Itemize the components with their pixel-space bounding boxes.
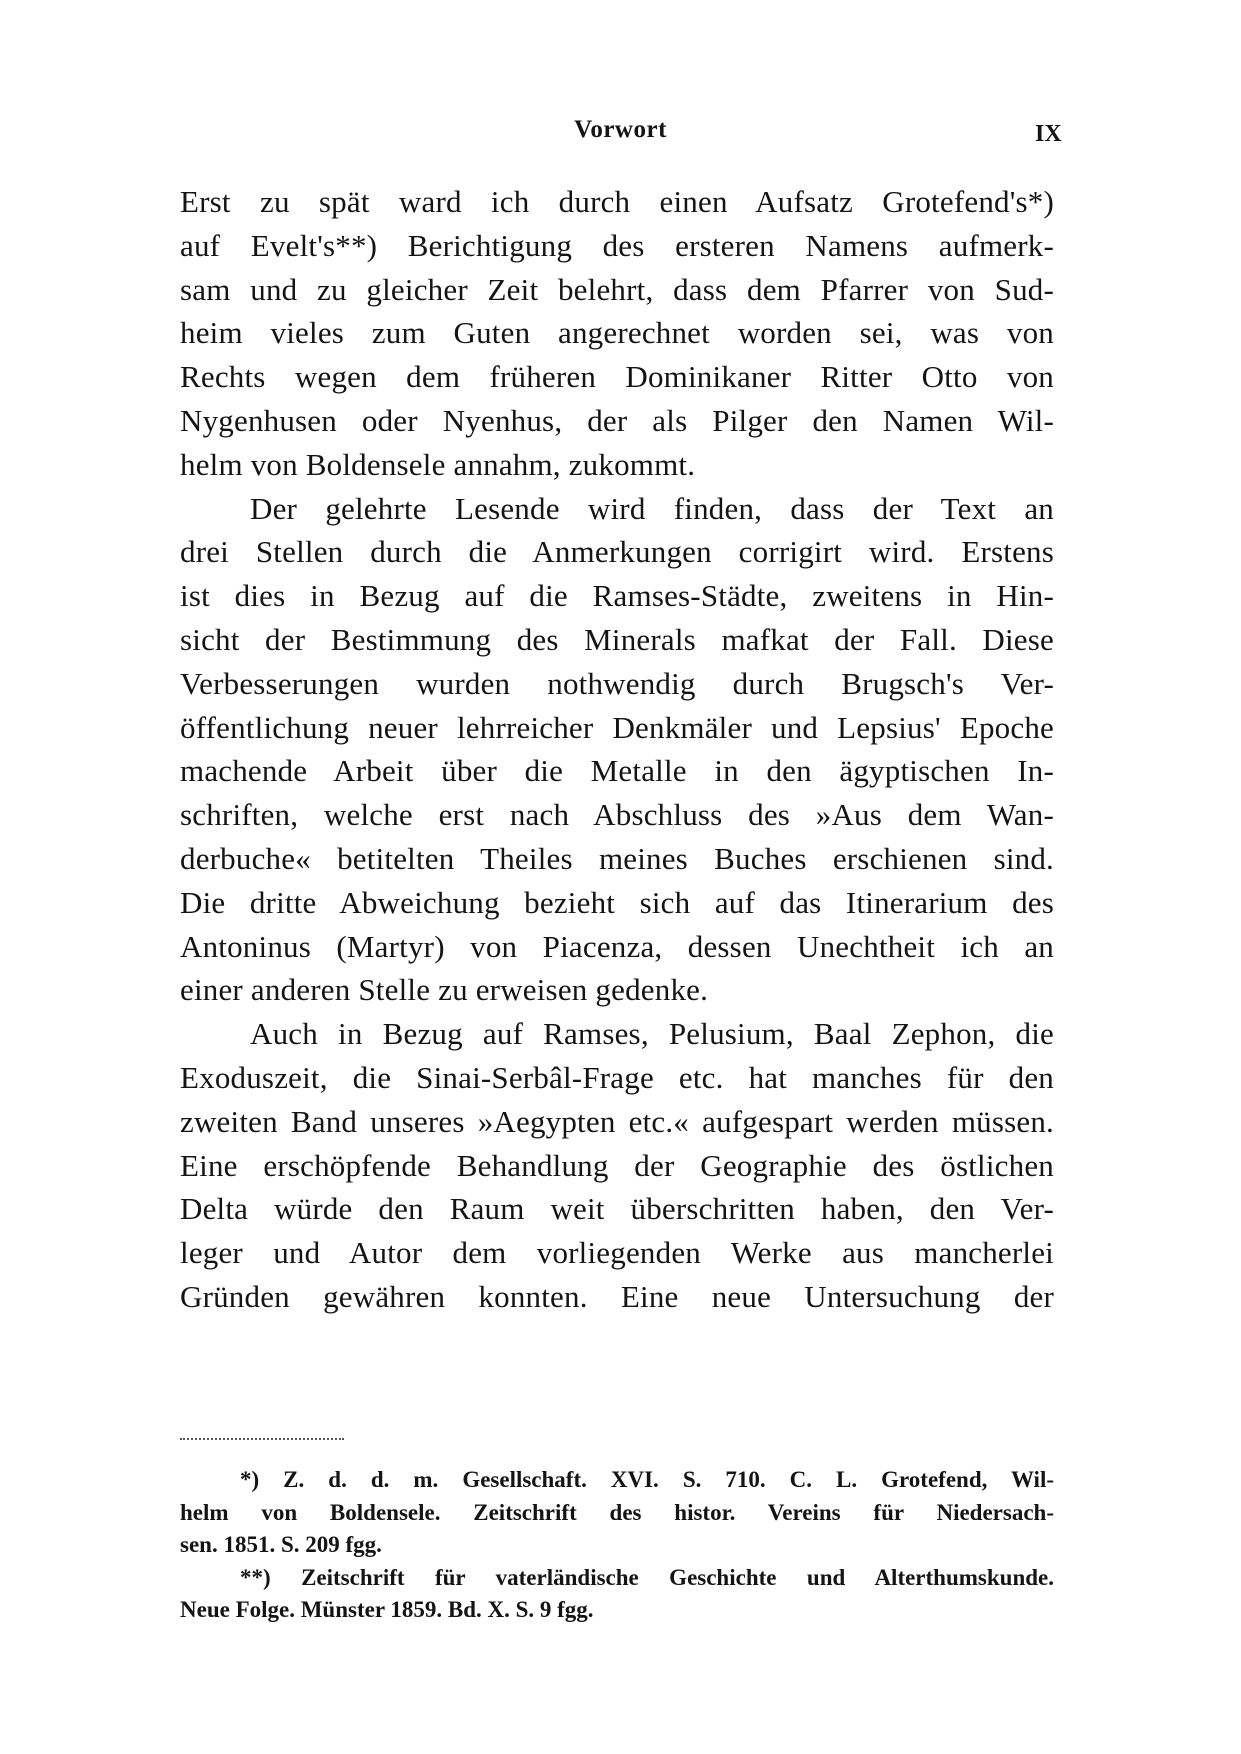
body-text (180, 180, 1054, 1319)
text-line: auf Evelt's**) Berichtigung des ersteren Namens aufmerk- (180, 227, 1054, 263)
footnote-line: *) Z. d. d. m. Gesellschaft. XVI. S. 710. C. L. Grotefend, Wil- (240, 1467, 1054, 1492)
footnotes (180, 1464, 1054, 1627)
paragraph (180, 1012, 1054, 1319)
paragraph (180, 180, 1054, 487)
text-line: schriften, welche erst nach Abschluss des »Aus dem Wan- (180, 797, 1054, 833)
page-number: IX (1035, 121, 1062, 147)
text-line: Der gelehrte Lesende wird finden, dass der Text an (250, 490, 1054, 526)
footnote-divider (180, 1438, 344, 1440)
text-line: Rechts wegen dem früheren Dominikaner Ritter Otto von (180, 359, 1054, 395)
text-line: helm von Boldensele annahm, zukommt. (180, 446, 696, 482)
text-line: Nygenhusen oder Nyenhus, der als Pilger den Namen Wil- (180, 402, 1054, 438)
footnote-line: **) Zeitschrift für vaterländische Geschichte und Alterthumskunde. (240, 1564, 1054, 1590)
text-line: Verbesserungen wurden nothwendig durch Brugsch's Ver- (180, 665, 1054, 701)
text-line: drei Stellen durch die Anmerkungen corrigirt wird. Erstens (180, 534, 1054, 570)
text-line: zweiten Band unseres »Aegypten etc.« aufgespart werden müssen. (180, 1103, 1054, 1139)
footnote-line: Neue Folge. Münster 1859. Bd. X. S. 9 fgg. (180, 1597, 594, 1622)
text-line: Delta würde den Raum weit überschritten haben, den Ver- (180, 1191, 1054, 1227)
text-line: derbuche« betitelten Theiles meines Buches erschienen sind. (180, 840, 1054, 876)
text-line: Auch in Bezug auf Ramses, Pelusium, Baal Zephon, die (250, 1016, 1054, 1052)
paragraph (180, 487, 1054, 1013)
footnote-line: sen. 1851. S. 209 fgg. (180, 1532, 382, 1557)
text-line: Antoninus (Martyr) von Piacenza, dessen Unechtheit ich an (180, 928, 1054, 964)
text-line: einer anderen Stelle zu erweisen gedenke. (180, 972, 709, 1008)
text-line: Gründen gewähren konnten. Eine neue Untersuchung der (180, 1278, 1054, 1314)
text-line: leger und Autor dem vorliegenden Werke aus mancherlei (180, 1235, 1054, 1271)
text-line: öffentlichung neuer lehrreicher Denkmäler und Lepsius' Epoche (180, 709, 1054, 745)
text-line: heim vieles zum Guten angerechnet worden sei, was von (180, 315, 1054, 351)
text-line: Die dritte Abweichung bezieht sich auf das Itinerarium des (180, 884, 1054, 920)
footnote (180, 1464, 1054, 1562)
text-line: Eine erschöpfende Behandlung der Geographie des östlichen (180, 1147, 1054, 1183)
text-line: Erst zu spät ward ich durch einen Aufsatz Grotefend's*) (180, 184, 1054, 219)
text-line: machende Arbeit über die Metalle in den ägyptischen In- (180, 753, 1054, 789)
text-line: ist dies in Bezug auf die Ramses-Städte, zweitens in Hin- (180, 578, 1054, 614)
text-line: sicht der Bestimmung des Minerals mafkat der Fall. Diese (180, 621, 1054, 657)
text-line: Exoduszeit, die Sinai-Serbâl-Frage etc. hat manches für den (180, 1059, 1054, 1095)
text-line: sam und zu gleicher Zeit belehrt, dass dem Pfarrer von Sud- (180, 271, 1054, 307)
footnote-line: helm von Boldensele. Zeitschrift des histor. Vereins für Niedersach- (180, 1499, 1054, 1525)
page-header-title: Vorwort (574, 116, 667, 143)
footnote (180, 1562, 1054, 1627)
